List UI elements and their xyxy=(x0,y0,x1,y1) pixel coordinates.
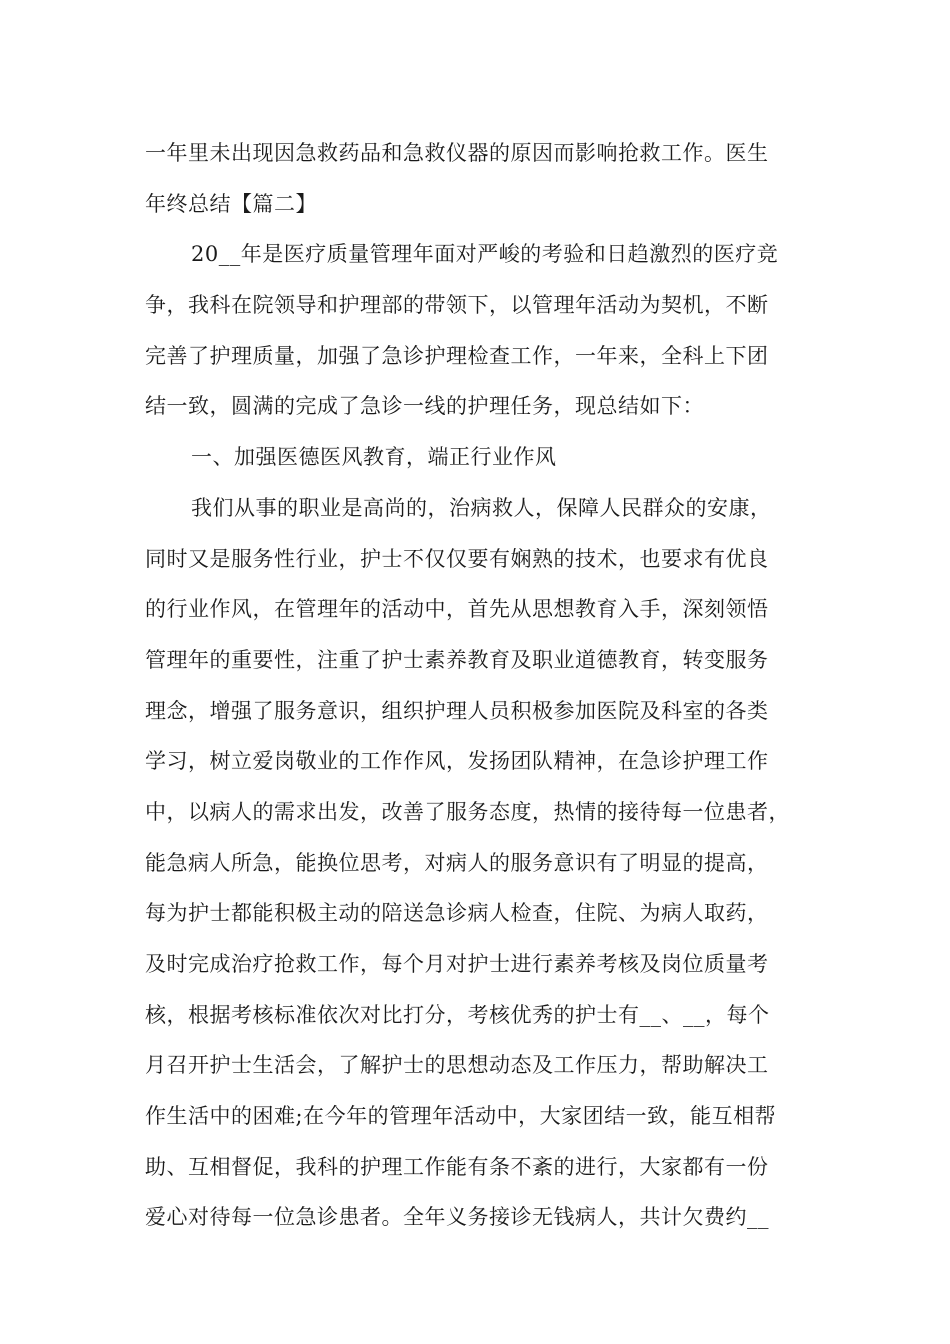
text-line: 20__年是医疗质量管理年面对严峻的考验和日趋激烈的医疗竞 xyxy=(191,242,779,267)
document-body xyxy=(145,128,825,1243)
text-line: 的行业作风，在管理年的活动中，首先从思想教育入手，深刻领悟 xyxy=(145,597,769,622)
text-line: 结一致，圆满的完成了急诊一线的护理任务，现总结如下： xyxy=(145,394,704,419)
text-line: 爱心对待每一位急诊患者。全年义务接诊无钱病人，共计欠费约__ xyxy=(145,1205,769,1230)
text-line: 一年里未出现因急救药品和急救仪器的原因而影响抢救工作。医生 xyxy=(145,141,769,165)
text-line: 每为护士都能积极主动的陪送急诊病人检查，住院、为病人取药， xyxy=(145,901,769,926)
text-line: 中，以病人的需求出发，改善了服务态度，热情的接待每一位患者， xyxy=(145,799,790,824)
text-line: 理念，增强了服务意识，组织护理人员积极参加医院及科室的各类 xyxy=(145,698,769,723)
text-line: 核，根据考核标准依次对比打分，考核优秀的护士有__、__，每个 xyxy=(145,1002,770,1027)
text-line: 同时又是服务性行业，护士不仅仅要有娴熟的技术，也要求有优良 xyxy=(145,546,769,571)
text-line: 学习，树立爱岗敬业的工作作风，发扬团队精神，在急诊护理工作 xyxy=(145,749,769,774)
text-line: 年终总结【篇二】 xyxy=(145,191,317,216)
text-line: 助、互相督促，我科的护理工作能有条不紊的进行，大家都有一份 xyxy=(145,1154,769,1179)
text-line: 管理年的重要性，注重了护士素养教育及职业道德教育，转变服务 xyxy=(145,647,769,672)
text-line: 完善了护理质量，加强了急诊护理检查工作，一年来，全科上下团 xyxy=(145,343,769,368)
text-line: 能急病人所急，能换位思考，对病人的服务意识有了明显的提高， xyxy=(145,850,769,875)
text-line: 争，我科在院领导和护理部的带领下，以管理年活动为契机，不断 xyxy=(145,293,769,318)
text-line: 作生活中的困难;在今年的管理年活动中，大家团结一致，能互相帮 xyxy=(145,1104,777,1129)
text-line: 及时完成治疗抢救工作，每个月对护士进行素养考核及岗位质量考 xyxy=(145,952,769,976)
text-line: 月召开护士生活会，了解护士的思想动态及工作压力，帮助解决工 xyxy=(145,1053,769,1078)
text-line: 我们从事的职业是高尚的，治病救人，保障人民群众的安康， xyxy=(191,495,772,520)
text-line: 一、加强医德医风教育，端正行业作风 xyxy=(191,445,557,470)
